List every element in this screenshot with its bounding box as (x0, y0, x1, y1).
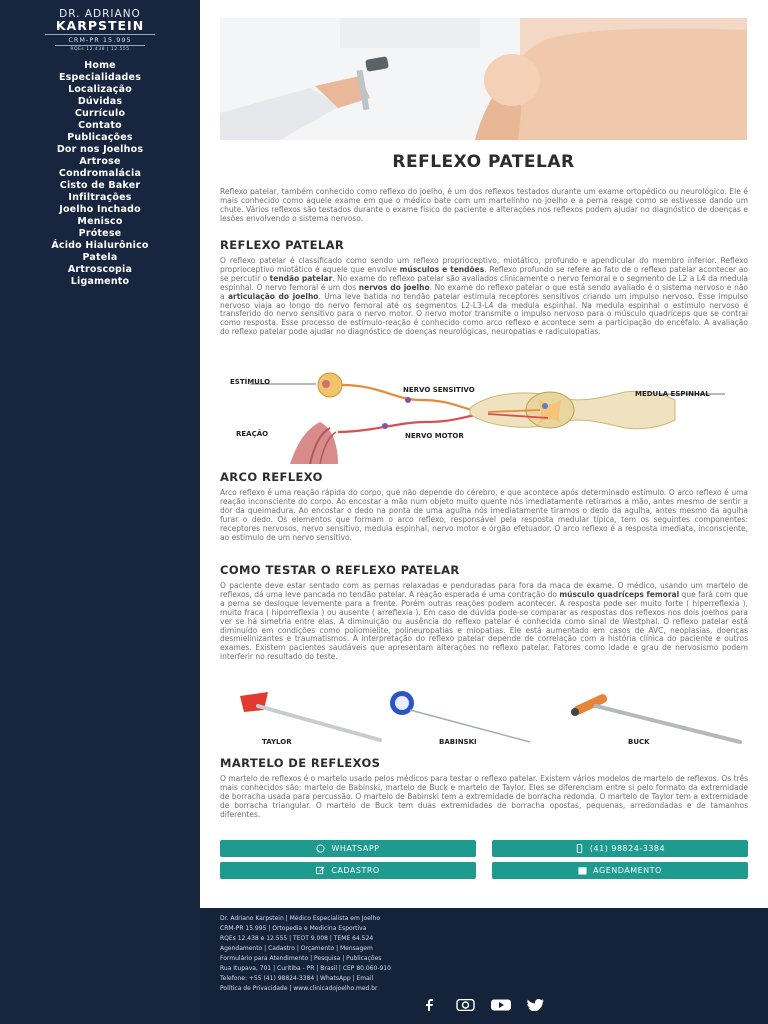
link-musculos-e-tendoes[interactable]: músculos e tendões (399, 264, 485, 274)
footer-address: Rua Itupava, 701 | Curitiba - PR | Brasil | CEP 80.060-910 (220, 965, 391, 972)
calendar-icon (578, 866, 587, 875)
hammer-label-taylor: TAYLOR (262, 738, 292, 746)
intro-paragraph: Reflexo patelar, também conhecido como reflexo do joelho, é um dos reflexos testados durante um exame ortopédico ou neurológico. Ele é mais conhecido como aquele exame em que o médico bate com um martelinho no joelho e a perna reage como se estivesse dando um chute. Vários reflexos são testados durante o exame físico do paciente e alterações nos reflexos podem ajudar no diagnóstico de doenças e lesões envolvendo o sistema nervoso. (220, 187, 748, 223)
nav-item-home[interactable]: Home (84, 60, 116, 71)
text-segment: que fará com que a perna se desloque levemente para a frente. Porém outras reações podem acontecer. A resposta pode ser muito forte ( hiperreflexia ), muito fraca ( hiporreflexia ) ou ausente ( arreflexia ). Em caso de dúvida pode-se comparar as respostas dos reflexos nos dois joelhos para ver se há simetria entre elas. A diminuição ou ausência do reflexo patelar é conhecida como sinal de Westphal. O reflexo patelar está diminuído em condições como poliomielite, polineuropatias e miopatias. Ele está aumentado em casos de AVC, neoplasias, doenças desmielinizantes e traumatismos. A interpretação do reflexo patelar depende de correlação com a história clínica do paciente e outros exames. Existem pacientes saudáveis que apresentam alterações no reflexo patelar. Fatores como idade e grau de nervosismo podem interferir no resultado do teste. (220, 589, 748, 662)
text-segment: . Reflexo profundo se refere ao fato de o reflexo patelar acontecer ao se percutir o (220, 264, 749, 283)
diagram-label-estimulo: ESTÍMULO (230, 378, 271, 386)
section-heading-como-testar: COMO TESTAR O REFLEXO PATELAR (220, 563, 460, 577)
nav-item-contato[interactable]: Contato (78, 120, 122, 131)
instagram-icon[interactable] (456, 999, 475, 1011)
nav-item-artroscopia[interactable]: Artroscopia (67, 264, 133, 275)
nav-item-ligamento[interactable]: Ligamento (70, 276, 130, 287)
facebook-icon[interactable] (424, 999, 436, 1011)
whatsapp-button[interactable] (220, 840, 476, 857)
footer-contact-line[interactable]: Telefone: +55 (41) 98824-3384 | WhatsApp | Email (220, 975, 374, 982)
reflex-arc-diagram (220, 370, 747, 464)
link-nervos-do-joelho[interactable]: nervos do joelho (358, 282, 430, 292)
logo-crm: CRM-PR 15.995 (68, 36, 132, 44)
diagram-label-nervo-sensitivo: NERVO SENSITIVO (403, 386, 475, 394)
arco-reflexo-paragraph: Arco reflexo é uma reação rápida do corpo, que não depende do cérebro, e que acontece após determinado estímulo. O arco reflexo é uma reação inconsciente do corpo. Ao encostar a mão num objeto muito quente nós imediatamente retiramos a mão, antes mesmo de sentir a dor da queimadura. Ao encostar o dedo na ponta de uma agulha nós imediatamente tiramos o dedo da agulha, antes mesmo da agulha furar o dedo. Os elementos que formam o arco reflexo, responsável pela resposta medular típica, tem os seguintes componentes: receptores nervosos, nervo sensitivo, medula espinhal, nervo motor e órgão efetuador. O arco reflexo é a resposta imediata, inconsciente, ao estímulo de um nervo sensitivo. (220, 488, 748, 542)
page-title: REFLEXO PATELAR (392, 152, 575, 172)
link-musculo-quadriceps-femoral[interactable]: músculo quadríceps femoral (559, 589, 680, 599)
twitter-icon[interactable] (527, 999, 545, 1011)
footer-links-line[interactable]: Formulário para Atendimento | Pesquisa | Publicações (220, 955, 382, 962)
main-content (200, 0, 768, 908)
edit-icon (316, 866, 325, 875)
phone-button[interactable] (492, 840, 748, 857)
nav-item-dor-nos-joelhos[interactable]: Dor nos Joelhos (56, 144, 144, 155)
logo-name: KARPSTEIN (55, 17, 145, 33)
cadastro-button[interactable] (220, 862, 476, 879)
nav-item-cisto-de-baker[interactable]: Cisto de Baker (59, 180, 141, 191)
logo-dr: DR. ADRIANO (59, 8, 141, 20)
nav-item-patela[interactable]: Patela (82, 252, 118, 263)
reflexo-patelar-paragraph (220, 257, 748, 337)
logo-rqe: RQEs 12.438 | 12.555 (70, 46, 130, 52)
link-articulacao-do-joelho[interactable]: articulação do joelho (227, 291, 319, 301)
diagram-label-reacao: REAÇÃO (236, 430, 269, 438)
logo[interactable] (0, 0, 200, 52)
text-segment: . No exame do reflexo patelar são avaliados clinicamente o nervo femoral e o segmento de L2 a L4 da medula espinhal. O nervo femoral é um dos (220, 273, 749, 292)
nav-item-localizacao[interactable]: Localização (68, 84, 132, 95)
text-segment: . Uma leve batida no tendão patelar estimula receptores sensitivos criando um impulso nervoso. Esse impulso nervoso viaja ao longo do nervo femoral até os segmentos L2-L3-L4 da medula espinhal. Na medula espinhal o estímulo nervoso é transferido do nervo sensitivo para o nervo motor. O nervo motor transmite o impulso nervoso para o músculo quadríceps que se contrai como resposta. Esse processo de estímulo-reação é conhecido como arco reflexo e acontece sem a participação do encéfalo. A avaliação do reflexo patelar pode ajudar no diagnóstico de doenças neurológicas, neuropatias e radiculopatias. (220, 291, 749, 337)
diagram-label-nervo-motor: NERVO MOTOR (405, 432, 464, 440)
footer-line: CRM-PR 15.995 | Ortopedia e Medicina Esportiva (220, 925, 367, 932)
phone-button-label: (41) 98824-3384 (589, 844, 666, 853)
nav-item-curriculo[interactable]: Currículo (74, 108, 126, 119)
nav-item-especialidades[interactable]: Especialidades (58, 72, 142, 83)
nav-item-infiltracoes[interactable]: Infiltrações (68, 192, 132, 203)
main-nav (0, 60, 200, 288)
sidebar (0, 0, 200, 1024)
nav-item-publicacoes[interactable]: Publicações (67, 132, 133, 143)
whatsapp-button-label: WHATSAPP (331, 844, 380, 853)
section-heading-reflexo-patelar: REFLEXO PATELAR (220, 238, 345, 252)
footer-privacy-line[interactable]: Política de Privacidade | www.clinicadojoelho.med.br (220, 985, 378, 992)
reflex-hammers-figure (220, 688, 747, 748)
footer-line: RQEs 12.438 e 12.555 | TEOT 9.008 | TEME 64.524 (220, 935, 374, 942)
logo-divider (45, 34, 155, 35)
link-tendao-patelar[interactable]: tendão patelar (269, 273, 333, 283)
hammer-label-babinski: BABINSKI (439, 738, 477, 746)
section-heading-arco-reflexo: ARCO REFLEXO (220, 470, 323, 484)
footer-links-line[interactable]: Agendamento | Cadastro | Orçamento | Mensagem (220, 945, 373, 952)
nav-item-duvidas[interactable]: Dúvidas (77, 96, 123, 107)
phone-icon (575, 844, 584, 853)
footer (200, 908, 768, 1024)
como-testar-paragraph (220, 582, 748, 662)
diagram-label-medula-espinhal: MEDULA ESPINHAL (635, 390, 710, 398)
text-segment: . No exame do reflexo patelar o que está sendo avaliado é o sistema nervoso e não a (220, 282, 749, 301)
youtube-icon[interactable] (490, 999, 512, 1011)
logo-divider (55, 45, 145, 46)
cadastro-button-label: CADASTRO (331, 866, 380, 875)
agendamento-button-label: AGENDAMENTO (593, 866, 662, 875)
nav-item-artrose[interactable]: Artrose (79, 156, 121, 167)
nav-item-joelho-inchado[interactable]: Joelho Inchado (59, 204, 141, 215)
nav-item-protese[interactable]: Prótese (78, 228, 122, 239)
text-segment: O paciente deve estar sentado com as pernas relaxadas e penduradas para fora da maca de exame. O médico, usando um martelo de reflexos, dá uma leve pancada no tendão patelar. A reação esperada é uma contração do (220, 581, 748, 599)
nav-item-menisco[interactable]: Menisco (77, 216, 123, 227)
footer-line: Dr. Adriano Karpstein | Médico Especialista em Joelho (220, 915, 380, 922)
martelo-paragraph: O martelo de reflexos é o martelo usado pelos médicos para testar o reflexo patelar. Existem vários modelos de martelo de reflexos. Os três mais conhecidos são: martelo de Babinski, martelo de Buck e martelo de Taylor. Eles se diferenciam entre si pelo formato da extremidade de borracha usada para percussão. O martelo de Babinski tem a extremidade de borracha redonda. O martelo de Taylor tem a extremidade de borracha triangular. O martelo de Buck tem duas extremidades de borracha opostas, pequenas, arredondadas e de tamanhos diferentes. (220, 774, 748, 819)
whatsapp-icon (316, 844, 325, 853)
agendamento-button[interactable] (492, 862, 748, 879)
nav-item-acido-hialuronico[interactable]: Ácido Hialurônico (51, 240, 149, 251)
nav-item-condromalacia[interactable]: Condromalácia (58, 168, 142, 179)
text-segment: O reflexo patelar é classificado como sendo um reflexo proprioceptivo, miotático, profundo e apendicular do membro inferior. Reflexo proprioceptivo miotático é aquele que envolve (220, 256, 748, 274)
section-heading-martelo: MARTELO DE REFLEXOS (220, 756, 381, 770)
hero-image (220, 18, 747, 140)
hammer-label-buck: BUCK (628, 738, 650, 746)
